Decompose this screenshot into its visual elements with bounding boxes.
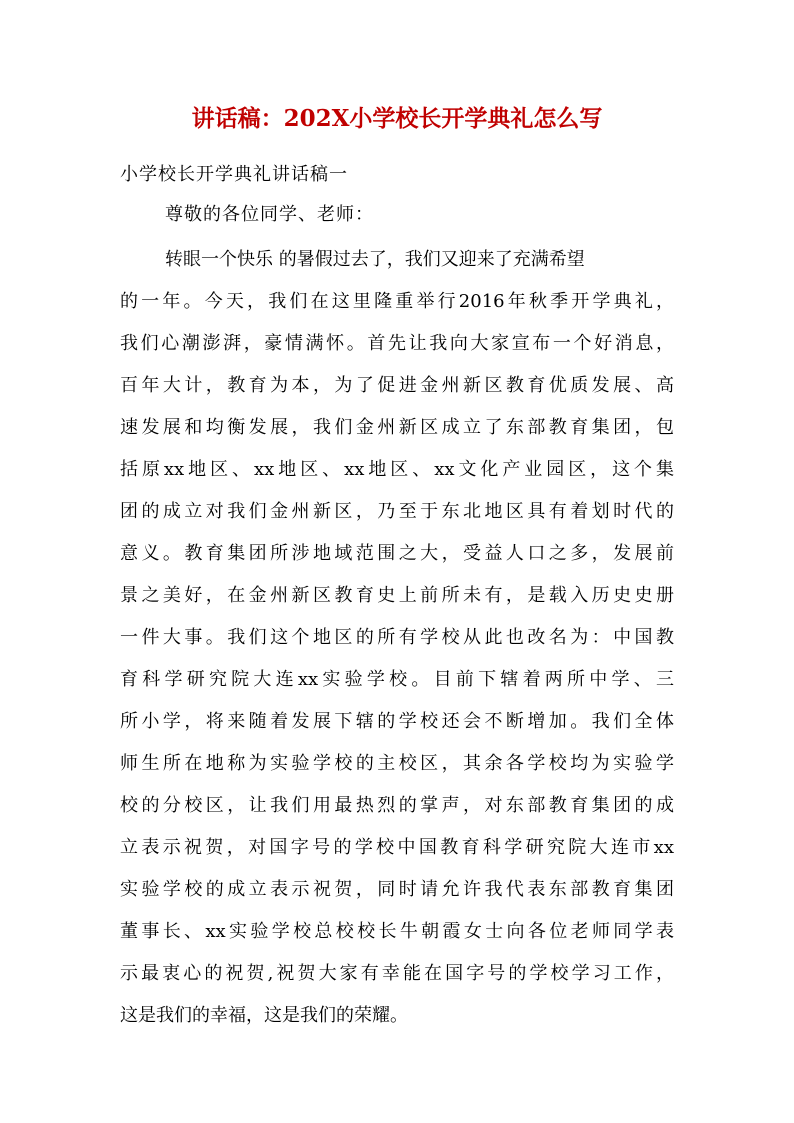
paragraph-line: 团的成立对我们金州新区，乃至于东北地区具有着划时代的 bbox=[120, 501, 674, 522]
paragraph-line: 实验学校的成立表示祝贺，同时请允许我代表东部教育集团 bbox=[120, 879, 674, 900]
paragraph-line: 师生所在地称为实验学校的主校区，其余各学校均为实验学 bbox=[120, 753, 674, 774]
paragraph-line: 括原xx地区、xx地区、xx地区、xx文化产业园区，这个集 bbox=[120, 459, 674, 480]
paragraph-line: 百年大计，教育为本，为了促进金州新区教育优质发展、高 bbox=[120, 375, 674, 396]
paragraph-line: 转眼一个快乐 的暑假过去了，我们又迎来了充满希望 bbox=[165, 249, 585, 270]
paragraph-line: 意义。教育集团所涉地域范围之大，受益人口之多，发展前 bbox=[120, 543, 674, 564]
paragraph-line: 育科学研究院大连xx实验学校。目前下辖着两所中学、三 bbox=[120, 669, 674, 690]
greeting-line: 尊敬的各位同学、老师： bbox=[165, 204, 374, 225]
paragraph-line: 的一年。今天，我们在这里隆重举行2016年秋季开学典礼， bbox=[120, 291, 674, 312]
paragraph-line: 这是我们的幸福，这是我们的荣耀。 bbox=[120, 1005, 408, 1026]
section-heading: 小学校长开学典礼讲话稿一 bbox=[120, 164, 348, 185]
paragraph-line: 景之美好，在金州新区教育史上前所未有，是载入历史史册 bbox=[120, 585, 674, 606]
paragraph-line: 所小学，将来随着发展下辖的学校还会不断增加。我们全体 bbox=[120, 711, 674, 732]
paragraph-line: 立表示祝贺，对国字号的学校中国教育科学研究院大连市xx bbox=[120, 837, 674, 858]
paragraph-line: 校的分校区，让我们用最热烈的掌声，对东部教育集团的成 bbox=[120, 795, 674, 816]
paragraph-line: 示最衷心的祝贺,祝贺大家有幸能在国字号的学校学习工作， bbox=[120, 963, 674, 984]
paragraph-line: 董事长、xx实验学校总校校长牛朝霞女士向各位老师同学表 bbox=[120, 921, 674, 942]
paragraph-line: 我们心潮澎湃，豪情满怀。首先让我向大家宣布一个好消息， bbox=[120, 333, 674, 354]
paragraph-line: 一件大事。我们这个地区的所有学校从此也改名为：中国教 bbox=[120, 627, 674, 648]
document-title: 讲话稿：202X小学校长开学典礼怎么写 bbox=[191, 105, 603, 132]
paragraph-line: 速发展和均衡发展，我们金州新区成立了东部教育集团，包 bbox=[120, 417, 674, 438]
